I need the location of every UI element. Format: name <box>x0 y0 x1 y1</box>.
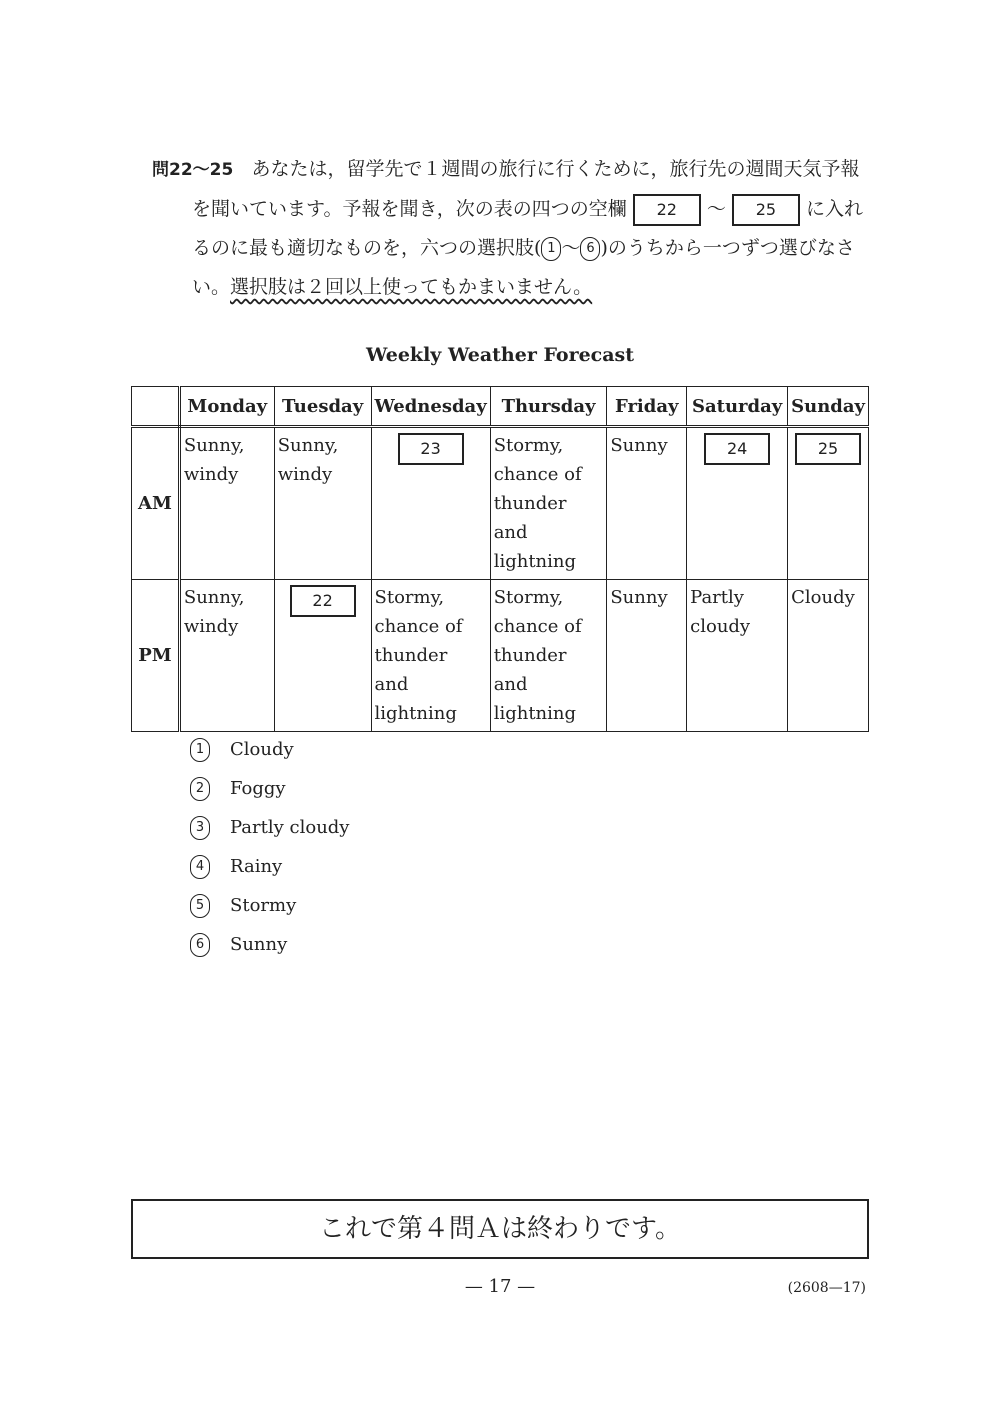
day-header: Wednesday <box>371 387 490 427</box>
answer-box-22: 22 <box>290 585 356 617</box>
answer-box-25: 25 <box>732 194 800 226</box>
options-list <box>190 730 349 964</box>
forecast-cell: Stormy, chance of thunder and lightning <box>490 427 607 580</box>
forecast-cell: Sunny <box>607 580 687 732</box>
tilde: ～ <box>706 198 726 220</box>
table-row-pm <box>132 580 869 732</box>
forecast-cell: Partly cloudy <box>687 580 788 732</box>
table-header-row <box>132 387 869 427</box>
row-label-am: AM <box>132 427 180 580</box>
option-number-icon: 4 <box>190 855 210 879</box>
row-label-pm: PM <box>132 580 180 732</box>
weather-table <box>131 386 869 732</box>
instruction-line-3: るのに最も適切なものを，六つの選択肢 <box>192 237 535 259</box>
option-label: Partly cloudy <box>230 817 350 838</box>
option-number-icon: 2 <box>190 777 210 801</box>
list-item <box>190 769 349 808</box>
instruction-line-3-end: のうちから一つずつ選びなさ <box>607 237 855 259</box>
option-number-icon: 1 <box>190 738 210 762</box>
document-code: (2608—17) <box>787 1280 866 1296</box>
question-instructions: 問22～25 あなたは，留学先で１週間の旅行に行くために，旅行先の週間天気予報 を聞いています。予報を聞き，次の表の四つの空欄 22 ～ 25 に入れ るのに最も適切なものを，六つの選択肢( 1 ～ 6 )のうちから一つずつ選びなさ い。選択肢は２回以上使ってもかまいません。 <box>152 158 863 298</box>
option-number-icon: 5 <box>190 894 210 918</box>
instruction-line-2: を聞いています。予報を聞き，次の表の四つの空欄 <box>192 198 627 220</box>
answer-box-23: 23 <box>398 433 464 465</box>
list-item <box>190 886 349 925</box>
list-item <box>190 925 349 964</box>
option-label: Stormy <box>230 895 297 916</box>
table-row-am <box>132 427 869 580</box>
day-header: Friday <box>607 387 687 427</box>
corner-cell <box>132 387 180 427</box>
forecast-cell <box>788 427 869 580</box>
forecast-cell <box>371 427 490 580</box>
day-header: Monday <box>179 387 274 427</box>
list-item <box>190 847 349 886</box>
instruction-line-2-end: に入れ <box>805 198 863 220</box>
day-header: Saturday <box>687 387 788 427</box>
forecast-cell <box>274 580 371 732</box>
option-label: Sunny <box>230 934 288 955</box>
forecast-cell: Sunny, windy <box>179 427 274 580</box>
option-number-icon: 6 <box>190 933 210 957</box>
question-number: 問22～25 <box>152 160 234 180</box>
list-item <box>190 808 349 847</box>
forecast-cell: Stormy, chance of thunder and lightning <box>490 580 607 732</box>
option-label: Foggy <box>230 778 286 799</box>
option-label: Cloudy <box>230 739 294 760</box>
answer-box-24: 24 <box>704 433 770 465</box>
day-header: Tuesday <box>274 387 371 427</box>
forecast-cell <box>687 427 788 580</box>
forecast-cell: Stormy, chance of thunder and lightning <box>371 580 490 732</box>
option-number-icon: 3 <box>190 816 210 840</box>
end-message: これで第４問Ａは終わりです。 <box>131 1199 869 1259</box>
option-label: Rainy <box>230 856 283 877</box>
choice-number-icon: 1 <box>541 237 561 261</box>
instruction-line-1: あなたは，留学先で１週間の旅行に行くために，旅行先の週間天気予報 <box>251 158 860 180</box>
list-item <box>190 730 349 769</box>
answer-box-25: 25 <box>795 433 861 465</box>
forecast-cell: Sunny <box>607 427 687 580</box>
emphasis-note: 選択肢は２回以上使ってもかまいません。 <box>230 276 593 298</box>
page-number: — 17 — <box>464 1276 536 1297</box>
table-title: Weekly Weather Forecast <box>365 344 635 366</box>
day-header: Sunday <box>788 387 869 427</box>
choice-number-icon: 6 <box>580 237 600 261</box>
forecast-cell: Cloudy <box>788 580 869 732</box>
day-header: Thursday <box>490 387 607 427</box>
forecast-cell: Sunny, windy <box>179 580 274 732</box>
forecast-cell: Sunny, windy <box>274 427 371 580</box>
answer-box-22: 22 <box>633 194 701 226</box>
instruction-line-4: い。 <box>192 276 231 298</box>
